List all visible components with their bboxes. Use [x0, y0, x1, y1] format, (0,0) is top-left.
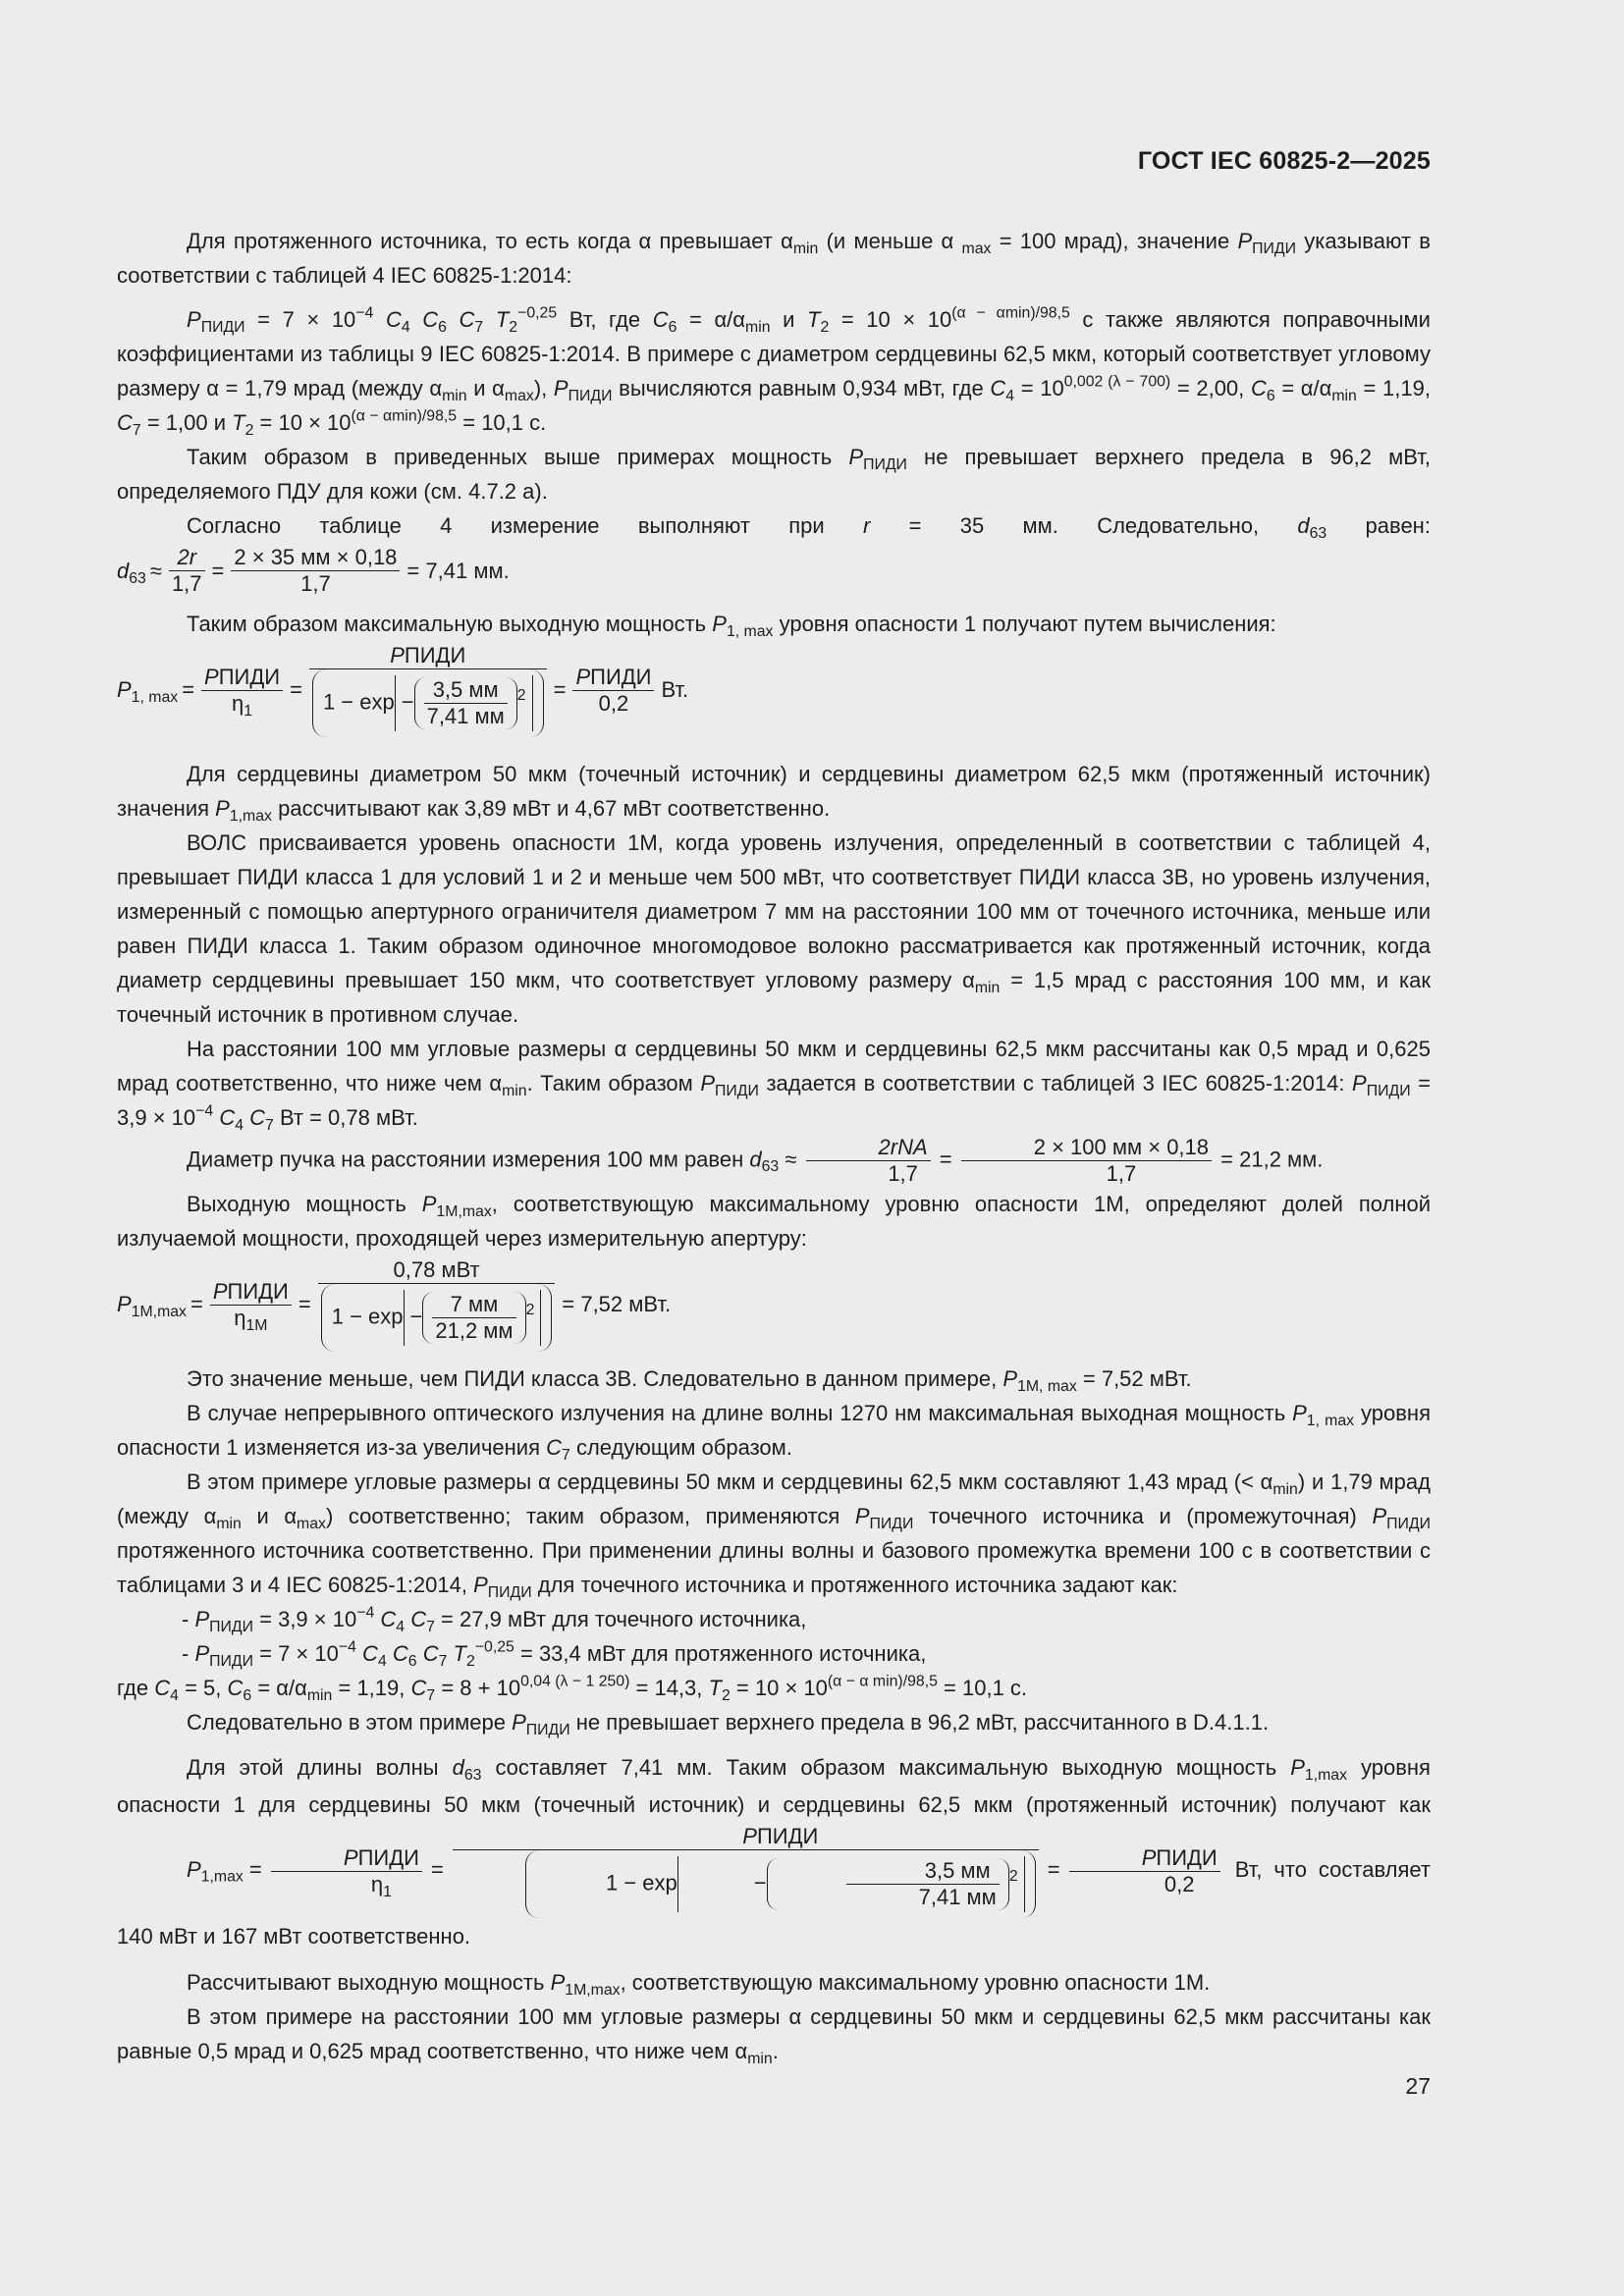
paragraph: Для протяженного источника, то есть когда α превышает $\alpha_{min}$ (и меньше α $_{max}$ = 100 мрад), значение $P_{ПИДИ}$ указывают в соответствии с таблицей 4 IEC 60825-1:2014: — [117, 229, 1431, 288]
paragraph: Таким образом в приведенных выше примерах мощность $P_{ПИДИ}$ не превышает верхнего предела в 96,2 мВт, определяемого ПДУ для кожи (см. 4.7.2 а). — [117, 445, 1431, 504]
paragraph: На расстоянии 100 мм угловые размеры α сердцевины 50 мкм и сердцевины 62,5 мкм рассчитаны как 0,5 мрад и 0,625 мрад соответственно, что ниже чем $\alpha_{min}$. Таким образом $P_{ПИДИ}$ задается в соответствии с таблицей 3 IEC 60825-1:2014: $P_{ПИДИ} = 3,9 \times 10^{-4}$ $C_4$ $C_7$ Вт = 0,78 мВт. — [117, 1037, 1431, 1134]
paragraph: Для этой длины волны $d_{63}$ составляет 7,41 мм. Таким образом максимальную выходную мощность $P_{1,max}$ уровня опасности 1 для сердцевины 50 мкм (точечный источник) и сердцевины 62,5 мкм (протяженный источник) получают как $P_{1,max}$ = $\frac{\text{PПИДИ}}{\eta_1}$ = PПИДИ 1 − exp − $\frac{3,5 мм}{7,41 мм}$ $^2$ = $\frac{\text{PПИДИ}}{0,2}$ Вт, что составляет 140 мВт и 167 мВт соответственно. — [117, 1755, 1431, 1949]
document-header: ГОСТ IEC 60825-2—2025 — [1137, 147, 1431, 175]
paragraph: В случае непрерывного оптического излучения на длине волны 1270 нм максимальная выходная мощность $P_{1, max}$ уровня опасности 1 изменяется из-за увеличения $C_7$ следующим образом. — [117, 1401, 1431, 1464]
page-number: 27 — [1405, 2073, 1431, 2099]
document-body — [117, 224, 1431, 2068]
equation-d63: $d_{63}$ ≈ $\frac{2r}{1,7}$ = $\frac{2 \times 35 мм \times 0,18}{1,7}$ = 7,41 мм. — [117, 545, 510, 596]
equation-p1mmax: $P_{1M,max}$ = $\frac{\text{PПИДИ}}{\eta_{1M}}$ = 0,78 мВт 1 − exp − $\frac{7 мм}{21,2 мм}$ $^2$ = 7,52 мВт. — [117, 1257, 1431, 1352]
paragraph: где $C_4 = 5$, $C_6 = \alpha/\alpha_{min} = 1,19$, $C_7 = 8 + 10^{0,04 (\lambda - 1 250)} = 14,3$, $T_2 = 10 \times 10^{(\alpha - \alpha min)/98,5} = 10,1$ с. — [117, 1673, 1028, 1704]
list-item: - $P_{ПИДИ} = 7 \times 10^{-4}$ $C_4$ $C_6$ $C_7$ $T_2^{-0,25} = 33,4$ мВт для протяженного источника, — [182, 1638, 927, 1670]
paragraph: Это значение меньше, чем ПИДИ класса 3В. Следовательно в данном примере, $P_{1M, max} = 7,52$ мВт. — [187, 1366, 1192, 1395]
paragraph: В этом примере угловые размеры α сердцевины 50 мкм и сердцевины 62,5 мкм составляют 1,43 мрад (< $\alpha_{min}$) и 1,79 мрад (между $\alpha_{min}$ и $\alpha_{max}$) соответственно; таким образом, применяются $P_{ПИДИ}$ точечного источника и (промежуточная) $P_{ПИДИ}$ протяженного источника соответственно. При применении длины волны и базового промежутка времени 100 с в соответствии с таблицами 3 и 4 IEC 60825-1:2014, $P_{ПИДИ}$ для точечного источника и протяженного источника задают как: — [117, 1469, 1431, 1601]
paragraph: Следовательно в этом примере $P_{ПИДИ}$ не превышает верхнего предела в 96,2 мВт, рассчитанного в D.4.1.1. — [187, 1710, 1270, 1738]
paragraph: $P_{ПИДИ} = 7 \times 10^{-4}$ $C_4$ $C_6$ $C_7$ $T_2^{-0,25}$ Вт, где $C_6 = \alpha/\alpha_{min}$ и $T_2 = 10 \times 10^{(\alpha - \alpha min)/98,5}$ с также являются поправочными коэффициентами из таблицы 9 IEC 60825-1:2014. В примере с диаметром сердцевины 62,5 мкм, который соответствует угловому размеру α = 1,79 мрад (между $\alpha_{min}$ и $\alpha_{max}$), $P_{ПИДИ}$ вычисляются равным 0,934 мВт, где $C_4 = 10^{0,002 (\lambda - 700)} = 2,00$, $C_6 = \alpha/\alpha_{min} = 1,19$, $C_7 = 1,00$ и $T_2 = 10 \times 10^{(\alpha - \alpha min)/98,5} = 10,1$ с. — [117, 304, 1431, 439]
paragraph: Для сердцевины диаметром 50 мкм (точечный источник) и сердцевины диаметром 62,5 мкм (протяженный источник) значения $P_{1,max}$ рассчитывают как 3,89 мВт и 4,67 мВт соответственно. — [117, 762, 1431, 825]
paragraph: ВОЛС присваивается уровень опасности 1М, когда уровень излучения, определенный в соответствии с таблицей 4, превышает ПИДИ класса 1 для условий 1 и 2 и меньше чем 500 мВт, что соответствует ПИДИ класса 3В, но уровень излучения, измеренный с помощью апертурного ограничителя диаметром 7 мм на расстоянии 100 мм от точечного источника, меньше или равен ПИДИ класса 1. Таким образом одиночное многомодовое волокно рассматривается как протяженный источник, когда диаметр сердцевины превышает 150 мкм, что соответствует угловому размеру $\alpha_{min} = 1,5$ мрад с расстояния 100 мм, и как точечный источник в противном случае. — [117, 830, 1432, 1027]
equation-p1max: $P_{1, max}$ = $\frac{\text{PПИДИ}}{\eta_1}$ = PПИДИ 1 − exp − $\frac{3,5 мм}{7,41 мм}$ $^2$ = $\frac{\text{PПИДИ}}{0,2}$ Вт. — [117, 643, 1431, 737]
paragraph: Выходную мощность $P_{1M,max}$, соответствующую максимальному уровню опасности 1М, определяют долей полной излучаемой мощности, проходящей через измерительную апертуру: — [117, 1192, 1431, 1251]
list-item: - $P_{ПИДИ} = 3,9 \times 10^{-4}$ $C_4$ $C_7 = 27,9$ мВт для точечного источника, — [182, 1604, 807, 1635]
paragraph: Диаметр пучка на расстоянии измерения 100 мм равен $d_{63}$ ≈ $\frac{\text{2rNA}}{1,7}$ = $\frac{2 \times 100 мм \times 0,18}{1,7}$ = 21,2 мм. — [187, 1135, 1324, 1186]
paragraph: Рассчитывают выходную мощность $P_{1M,max}$, соответствующую максимальному уровню опасности 1М. — [187, 1970, 1211, 1999]
paragraph: В этом примере на расстоянии 100 мм угловые размеры α сердцевины 50 мкм и сердцевины 62,5 мкм рассчитаны как равные 0,5 мрад и 0,625 мрад соответственно, что ниже чем $\alpha_{min}$. — [117, 2004, 1431, 2067]
paragraph: Таким образом максимальную выходную мощность $P_{1, max}$ уровня опасности 1 получают путем вычисления: — [187, 612, 1276, 640]
paragraph: Согласно таблице 4 измерение выполняют при r = 35 мм. Следовательно, $d_{63}$ равен: — [187, 513, 1431, 542]
